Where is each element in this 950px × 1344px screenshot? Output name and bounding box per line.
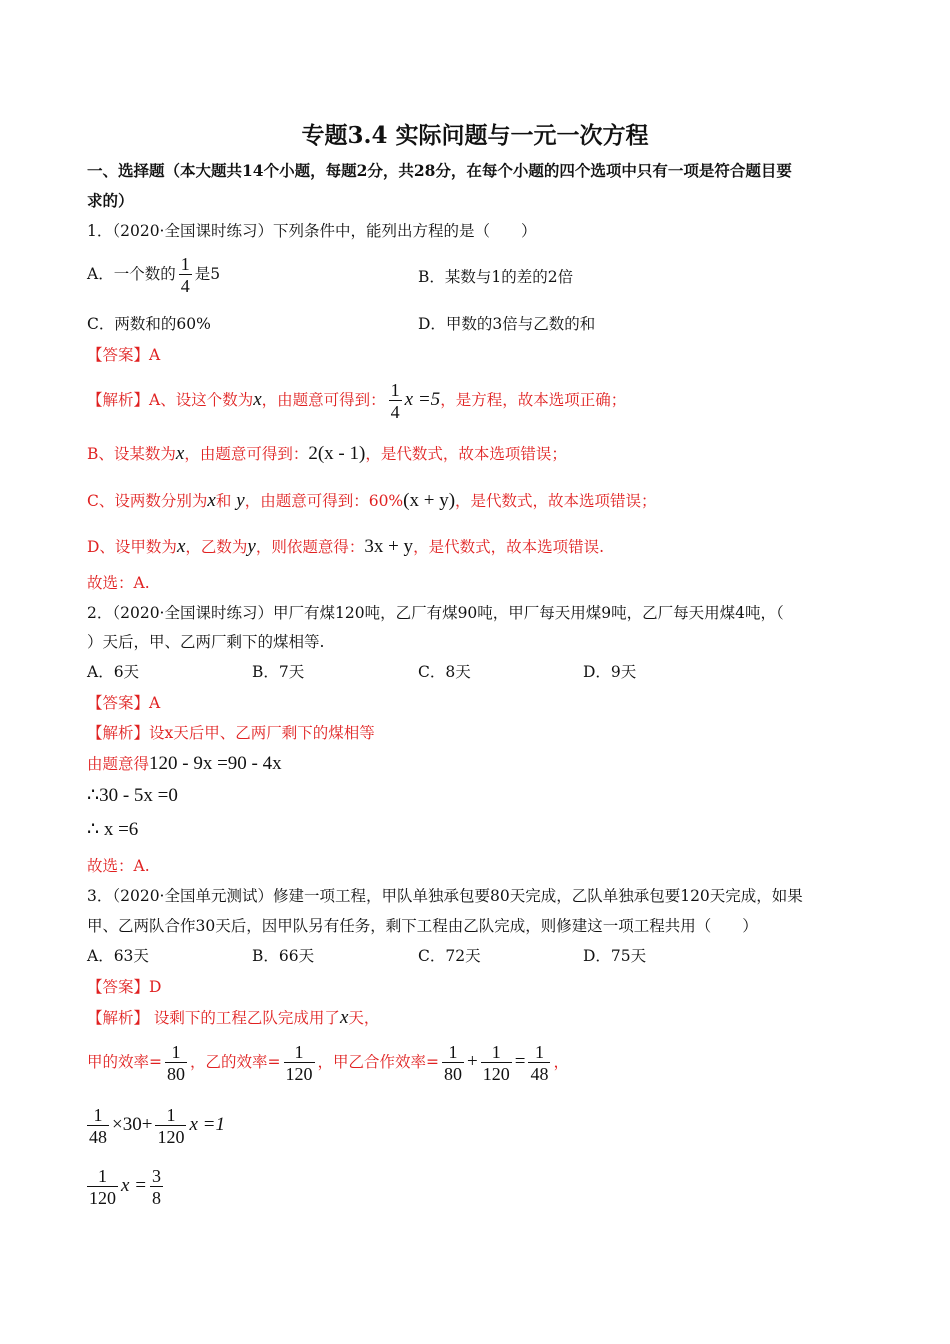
q3-answer: 【答案】D [87, 978, 162, 996]
fraction: $\frac{1}{4}$ [390, 380, 400, 422]
q2-equation-1: 由题意得120 - 9x =90 - 4x [87, 753, 282, 774]
fraction: $\frac{3}{8}$ [152, 1166, 162, 1208]
q3-stem-line2: 甲、乙两队合作30天后，因甲队另有任务，剩下工程由乙队完成，则修建这一项工程共用（ ） [87, 917, 758, 935]
math-expression: 2(x - 1) [308, 443, 366, 464]
math-expression: x =1 [189, 1114, 225, 1135]
fraction: $\frac{1}{80}$ [167, 1042, 185, 1084]
fraction: $\frac{1}{120}$ [157, 1105, 185, 1147]
q1-explanation-b: B、设某数为x，由题意可得到：2(x - 1)，是代数式，故本选项错误； [87, 443, 567, 464]
var-y: y [236, 490, 245, 511]
fraction: $\frac{1}{48}$ [89, 1105, 107, 1147]
q2-explanation: 【解析】设x天后甲、乙两厂剩下的煤相等 [87, 724, 375, 742]
var-x: x [207, 490, 216, 511]
q1-option-a [87, 254, 220, 296]
q1-explanation-c: C、设两数分别为x和 y，由题意可得到：60%(x + y)，是代数式，故本选项错误； [87, 490, 657, 511]
q3-equation-1: $\frac{1}{48}$ ×30+ $\frac{1}{120}$ x =1 [89, 1105, 225, 1147]
fraction: $\frac{1}{4}$ [180, 254, 190, 296]
fraction: $\frac{1}{80}$ [444, 1042, 462, 1084]
q2-equation-3: ∴ x =6 [87, 819, 139, 840]
q2-conclusion: 故选：A. [87, 857, 150, 875]
q1-option-b: B．某数与1的差的2倍 [418, 268, 574, 286]
var-x: x [176, 536, 186, 557]
q1-option-a-tail: 是5 [194, 265, 221, 283]
q2-option-c: C．8天 [418, 663, 471, 681]
fraction: $\frac{1}{120}$ [285, 1042, 313, 1084]
math-expression: x =5 [404, 389, 441, 410]
q3-efficiency-line: 甲的效率= $\frac{1}{80}$ ，乙的效率= $\frac{1}{120}$ ，甲乙合作效率= $\frac{1}{80}$ + $\frac{1}{120}$ = $\frac{1}{48}$ ， [87, 1042, 569, 1084]
math-expression: x = [121, 1175, 148, 1196]
q2-option-d: D．9天 [583, 663, 637, 681]
q2-option-a: A．6天 [87, 663, 140, 681]
q1-option-a-text: A．一个数的 [87, 265, 176, 283]
q3-option-a: A．63天 [87, 947, 149, 965]
fraction: $\frac{1}{48}$ [530, 1042, 549, 1084]
q3-equation-2 [87, 1166, 166, 1208]
q1-conclusion: 故选：A. [87, 574, 150, 592]
page-title: 专题3.4 实际问题与一元一次方程 [301, 122, 649, 149]
math-expression: 3x + y [364, 536, 414, 557]
q2-stem-line1: 2．（2020·全国课时练习）甲厂有煤120吨，乙厂有煤90吨，甲厂每天用煤9吨，乙厂每天用煤4吨，（ [87, 604, 784, 622]
q3-explanation: 【解析】 设剩下的工程乙队完成用了x天， [87, 1007, 380, 1028]
q1-option-d: D．甲数的3倍与乙数的和 [418, 315, 596, 333]
q1-explanation-d: D、设甲数为x，乙数为y，则依题意得：3x + y，是代数式，故本选项错误. [87, 536, 604, 557]
q1-answer: 【答案】A [87, 346, 161, 364]
explanation-tag: 【解析】 [87, 391, 150, 409]
math-expression: (x + y) [403, 490, 456, 511]
section-heading-line2: 求的） [87, 191, 134, 210]
q3-option-c: C．72天 [418, 947, 481, 965]
var-x: x [339, 1007, 349, 1028]
q3-stem-line1: 3．（2020·全国单元测试）修建一项工程，甲队单独承包要80天完成，乙队单独承包要120天完成，如果 [87, 887, 803, 905]
q2-option-b: B．7天 [252, 663, 305, 681]
q1-explanation-a: 【解析】A、设这个数为x，由题意可得到： $\frac{1}{4}$ x =5，是方程，故本选项正确； [87, 380, 627, 422]
q1-stem: 1．（2020·全国课时练习）下列条件中，能列出方程的是（ ） [87, 222, 537, 240]
var-x: x [175, 443, 185, 464]
fraction: $\frac{1}{120}$ [482, 1042, 510, 1084]
q3-option-b: B．66天 [252, 947, 315, 965]
section-heading-line1: 一、选择题（本大题共14个小题，每题2分，共28分，在每个小题的四个选项中只有一项是符合题目要 [87, 161, 792, 180]
fraction: $\frac{1}{120}$ [89, 1166, 116, 1208]
math-expression: 120 - 9x =90 - 4x [149, 753, 282, 774]
q2-stem-line2: ）天后，甲、乙两厂剩下的煤相等. [87, 633, 325, 651]
var-y: y [247, 536, 256, 557]
q1-option-c: C．两数和的60% [87, 315, 211, 333]
var-x: x [253, 389, 262, 410]
q3-option-d: D．75天 [583, 947, 647, 965]
q2-answer: 【答案】A [87, 694, 161, 712]
q2-equation-2: ∴30 - 5x =0 [87, 785, 178, 806]
